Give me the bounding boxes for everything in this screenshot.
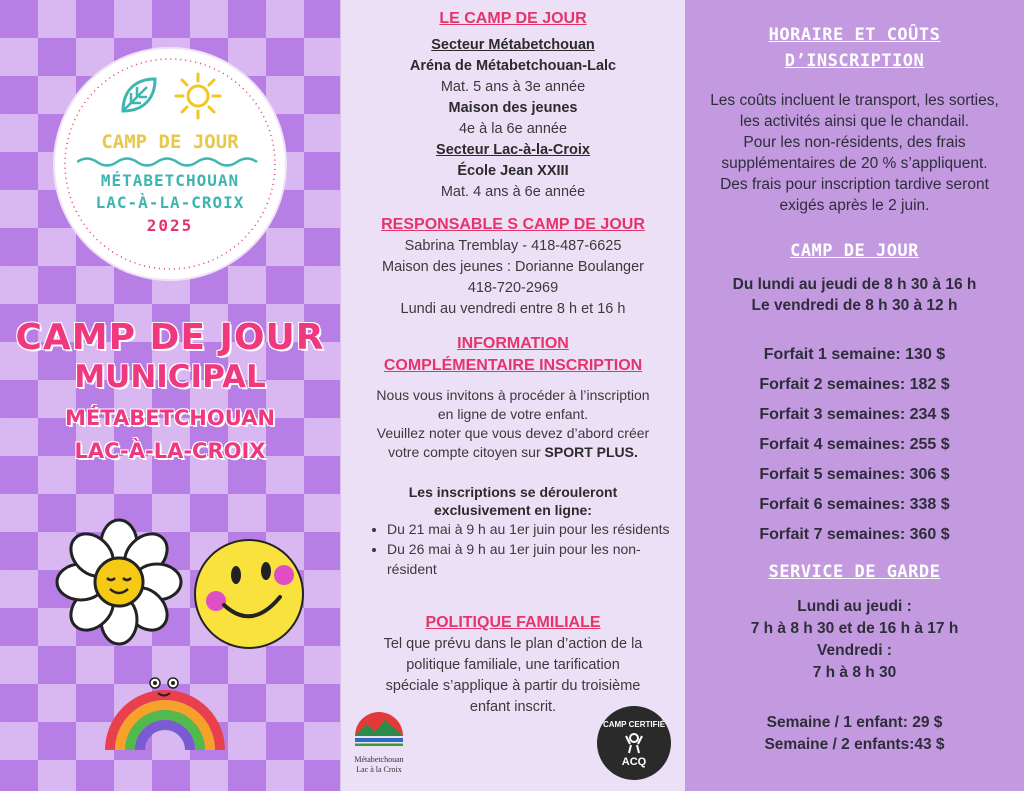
cost-text-6: exigés après le 2 juin. — [779, 197, 930, 214]
fee-1-week: Forfait 1 semaine: 130 $ — [763, 346, 946, 363]
reg-title-2: exclusivement en ligne: — [434, 502, 592, 518]
title-lac-a-la-croix: LAC-À-LA-CROIX — [74, 439, 266, 463]
acq-badge — [597, 706, 671, 780]
flower-icon — [55, 518, 183, 646]
info-heading-1: INFORMATION — [457, 335, 569, 352]
venue-maison: Maison des jeunes — [448, 100, 578, 116]
venue-maison-ages: 4e à la 6e année — [458, 121, 568, 137]
policy-line3: spéciale s’applique à partir du troisième — [385, 678, 641, 694]
muni-logo-text2: Lac à la Croix — [356, 765, 402, 774]
badge-text: CAMP CERTIFIÉ — [602, 720, 666, 729]
list-item: • Du 21 mai à 9 h au 1er juin pour les résidents — [387, 519, 687, 539]
daycare-price-2: Semaine / 2 enfants:43 $ — [764, 736, 945, 753]
camp-heading: LE CAMP DE JOUR — [439, 10, 587, 27]
info-line4-text: votre compte citoyen sur — [388, 444, 545, 460]
fee-6-weeks: Forfait 6 semaines: 338 $ — [759, 496, 950, 513]
resp-line2: Maison des jeunes : Dorianne Boulanger — [382, 259, 644, 275]
dotted-ring — [55, 49, 285, 279]
venue-ecole: École Jean XXIII — [457, 163, 569, 179]
camp-logo — [55, 49, 285, 279]
info-line3: Veuillez noter que vous devez d’abord créer — [376, 425, 650, 441]
sport-plus-label: SPORT PLUS. — [544, 444, 638, 460]
venue-ecole-ages: Mat. 4 ans à 6e année — [440, 184, 586, 200]
cost-text-3: Pour les non-résidents, des frais — [743, 134, 966, 151]
daycare-price-1: Semaine / 1 enfant: 29 $ — [766, 714, 943, 731]
title-metabetchouan: MÉTABETCHOUAN — [65, 406, 275, 430]
left-panel — [0, 0, 340, 791]
reg-title-1: Les inscriptions se dérouleront — [408, 484, 618, 500]
cost-text-4: supplémentaires de 20 % s’appliquent. — [721, 155, 988, 172]
info-line4 — [341, 442, 685, 463]
venue-arena-ages: Mat. 5 ans à 3e année — [440, 79, 586, 95]
person-icon — [623, 732, 645, 754]
info-heading-2: COMPLÉMENTAIRE INSCRIPTION — [383, 357, 643, 374]
fee-5-weeks: Forfait 5 semaines: 306 $ — [759, 466, 950, 483]
logo-city2: LAC-À-LA-CROIX — [95, 193, 245, 212]
policy-line4: enfant inscrit. — [469, 699, 557, 715]
title-camp-de-jour: CAMP DE JOUR — [15, 317, 325, 358]
resp-line3: 418-720-2969 — [467, 280, 559, 296]
policy-line1: Tel que prévu dans le plan d’action de la — [383, 636, 643, 652]
right-panel — [685, 0, 1024, 791]
fee-2-weeks: Forfait 2 semaines: 182 $ — [759, 376, 950, 393]
costs-heading-1: HORAIRE ET COÛTS — [768, 25, 941, 45]
logo-camp-text: CAMP DE JOUR — [101, 131, 239, 153]
resp-line4: Lundi au vendredi entre 8 h et 16 h — [400, 301, 626, 317]
daycare-heading: SERVICE DE GARDE — [768, 562, 941, 582]
hours-line2: Le vendredi de 8 h 30 à 12 h — [751, 297, 958, 314]
daycare-line4: 7 h à 8 h 30 — [812, 664, 897, 681]
middle-panel — [340, 0, 686, 791]
costs-heading-2: D’INSCRIPTION — [784, 51, 925, 71]
title-municipal: MUNICIPAL — [74, 359, 266, 395]
responsables-heading: RESPONSABLE S CAMP DE JOUR — [381, 216, 645, 233]
policy-heading: POLITIQUE FAMILIALE — [425, 614, 601, 631]
sector-metabetchouan: Secteur Métabetchouan — [431, 37, 595, 53]
cost-text-5: Des frais pour inscription tardive seront — [720, 176, 989, 193]
camp-schedule-heading: CAMP DE JOUR — [790, 241, 919, 261]
policy-line2: politique familiale, une tarification — [406, 657, 620, 673]
municipality-logo — [351, 706, 407, 786]
cost-text-2: les activités ainsi que le chandail. — [739, 113, 970, 130]
smiley-icon — [190, 535, 308, 653]
main-title — [0, 318, 340, 466]
daycare-line3: Vendredi : — [817, 642, 892, 659]
info-line2: en ligne de votre enfant. — [437, 406, 589, 422]
fee-3-weeks: Forfait 3 semaines: 234 $ — [759, 406, 950, 423]
daycare-line2: 7 h à 8 h 30 et de 16 h à 17 h — [750, 620, 959, 637]
fee-7-weeks: Forfait 7 semaines: 360 $ — [759, 526, 950, 543]
mountain-logo-icon — [351, 706, 407, 746]
fee-4-weeks: Forfait 4 semaines: 255 $ — [759, 436, 950, 453]
hours-line1: Du lundi au jeudi de 8 h 30 à 16 h — [732, 276, 977, 293]
registration-dates-list — [369, 519, 687, 579]
muni-logo-text1: Métabetchouan — [354, 755, 404, 764]
badge-acq: ACQ — [621, 756, 647, 768]
venue-arena: Aréna de Métabetchouan-Lalc — [409, 58, 617, 74]
logo-city1: MÉTABETCHOUAN — [100, 171, 240, 190]
rainbow-icon — [100, 665, 230, 755]
daycare-line1: Lundi au jeudi : — [797, 598, 912, 615]
info-line1: Nous vous invitons à procéder à l’inscription — [376, 387, 650, 403]
cost-text-1: Les coûts incluent le transport, les sorties, — [710, 92, 999, 109]
list-item: • Du 26 mai à 9 h au 1er juin pour les non-résident — [387, 539, 687, 579]
sector-lac-a-la-croix: Secteur Lac-à-la-Croix — [436, 142, 590, 158]
logo-year: 2025 — [146, 216, 194, 235]
resp-line1: Sabrina Tremblay - 418-487-6625 — [404, 238, 622, 254]
